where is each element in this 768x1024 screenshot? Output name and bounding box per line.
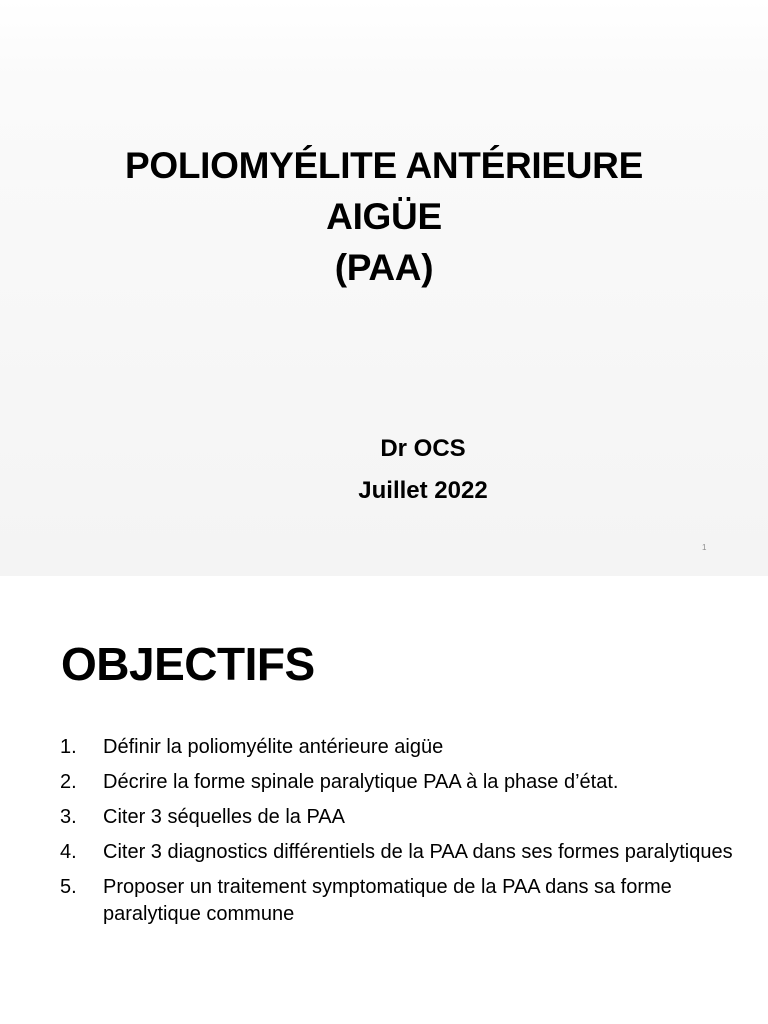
presentation-date: Juillet 2022 [358,477,488,504]
slide-title [0,140,768,293]
objective-item [60,839,750,866]
title-line-1: POLIOMYÉLITE ANTÉRIEURE [125,145,643,186]
title-line-2: AIGÜE [326,196,442,237]
objective-text: Définir la poliomyélite antérieure aigüe [103,736,444,758]
objective-text: Citer 3 diagnostics différentiels de la PAA dans ses formes paralytiques [103,841,733,863]
objective-item [60,734,750,761]
objective-number: 1. [60,736,77,758]
objective-number: 2. [60,771,77,793]
objective-item [60,769,750,796]
title-line-3: (PAA) [334,247,434,288]
objective-number: 3. [60,806,77,828]
author-name: Dr OCS [380,435,466,462]
objective-item [60,874,750,928]
slide-number: 1 [702,543,707,552]
objective-text: Décrire la forme spinale paralytique PAA à la phase d’état. [103,771,619,793]
objective-number: 5. [60,876,77,898]
objective-item [60,804,750,831]
objective-text: Citer 3 séquelles de la PAA [103,806,345,828]
slide-subtitle [0,428,768,512]
objective-text: Proposer un traitement symptomatique de la PAA dans sa forme paralytique commune [103,876,672,925]
objectives-list [60,734,750,936]
objective-number: 4. [60,841,77,863]
objectives-heading: OBJECTIFS [61,638,315,690]
